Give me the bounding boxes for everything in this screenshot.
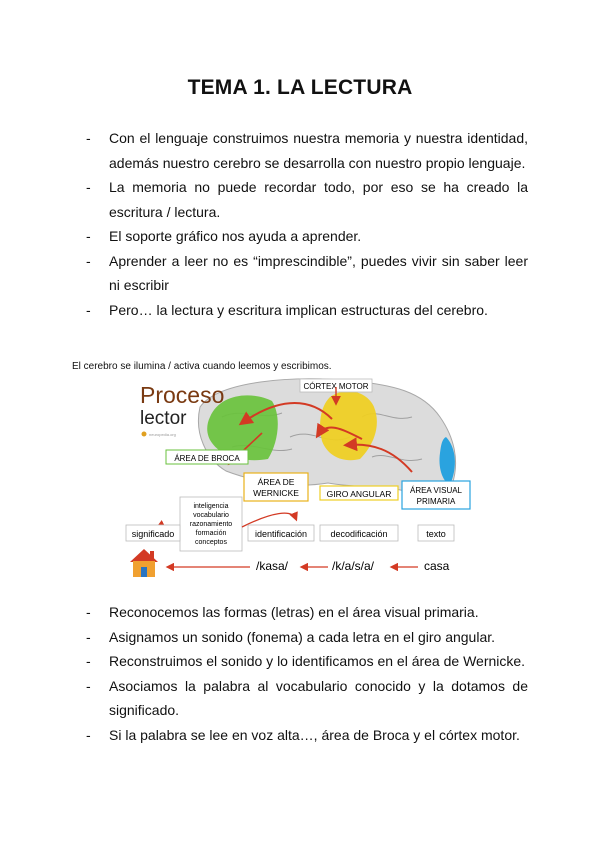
wernicke-label-line1: ÁREA DE	[257, 477, 295, 487]
kasa-phonetic: /kasa/	[256, 559, 289, 573]
logo-icon	[142, 432, 147, 437]
significado-label: significado	[131, 529, 175, 539]
logo-text: neuropedia.org	[149, 432, 176, 437]
list-item: - Con el lenguaje construimos nuestra memoria y nuestra identidad, además nuestro cerebro se desarrolla con nuestro propio lenguaje.	[86, 126, 528, 175]
broca-label: ÁREA DE BROCA	[174, 454, 240, 463]
dash-bullet: -	[86, 179, 91, 195]
process-subtitle: lector	[140, 408, 187, 429]
list-item: - Si la palabra se lee en voz alta…, área de Broca y el córtex motor.	[86, 723, 528, 748]
cortex-motor-label: CÓRTEX MOTOR	[303, 382, 369, 391]
cognition-line: conceptos	[195, 539, 227, 546]
casa-word: casa	[424, 559, 450, 573]
process-bullet-list	[86, 600, 528, 747]
giro-angular-label: GIRO ANGULAR	[326, 489, 392, 499]
intro-bullet-list	[86, 126, 528, 322]
cognition-line: razonamiento	[189, 521, 233, 528]
cognition-line: inteligencia	[193, 503, 229, 510]
figure-caption: El cerebro se ilumina / activa cuando leemos y escribimos.	[72, 361, 332, 372]
list-item: - Pero… la lectura y escritura implican estructuras del cerebro.	[86, 298, 528, 323]
identificacion-label: identificación	[254, 529, 308, 539]
reading-process-figure	[122, 377, 474, 587]
visual-area-label-line2: PRIMARIA	[416, 497, 456, 506]
dash-bullet: -	[86, 653, 91, 669]
texto-label: texto	[426, 529, 446, 539]
list-item: - Reconocemos las formas (letras) en el área visual primaria.	[86, 600, 528, 625]
letters-phonetic: /k/a/s/a/	[332, 559, 375, 573]
dash-bullet: -	[86, 252, 91, 269]
dash-bullet: -	[86, 228, 91, 244]
list-item: - Asignamos un sonido (fonema) a cada letra en el giro angular.	[86, 625, 528, 650]
list-item: - Asociamos la palabra al vocabulario conocido y la dotamos de significado.	[86, 674, 528, 723]
list-item: - La memoria no puede recordar todo, por eso se ha creado la escritura / lectura.	[86, 175, 528, 224]
page-title: TEMA 1. LA LECTURA	[187, 76, 413, 99]
cognition-line: vocabulario	[193, 512, 229, 519]
dash-bullet: -	[86, 130, 91, 146]
decodificacion-label: decodificación	[330, 529, 388, 539]
process-title: Proceso	[140, 382, 225, 408]
dash-bullet: -	[86, 628, 91, 645]
dash-bullet: -	[86, 726, 91, 743]
visual-area-label-line1: ÁREA VISUAL	[409, 486, 463, 495]
wernicke-label-line2: WERNICKE	[253, 488, 299, 498]
list-item: - Reconstruimos el sonido y lo identificamos en el área de Wernicke.	[86, 649, 528, 674]
list-item: - Aprender a leer no es “imprescindible”, puedes vivir sin saber leer ni escribir	[86, 249, 528, 298]
list-item: - El soporte gráfico nos ayuda a aprender.	[86, 224, 528, 249]
cognition-line: formación	[195, 530, 227, 537]
dash-bullet: -	[86, 677, 91, 694]
dash-bullet: -	[86, 604, 91, 620]
dash-bullet: -	[86, 301, 91, 318]
